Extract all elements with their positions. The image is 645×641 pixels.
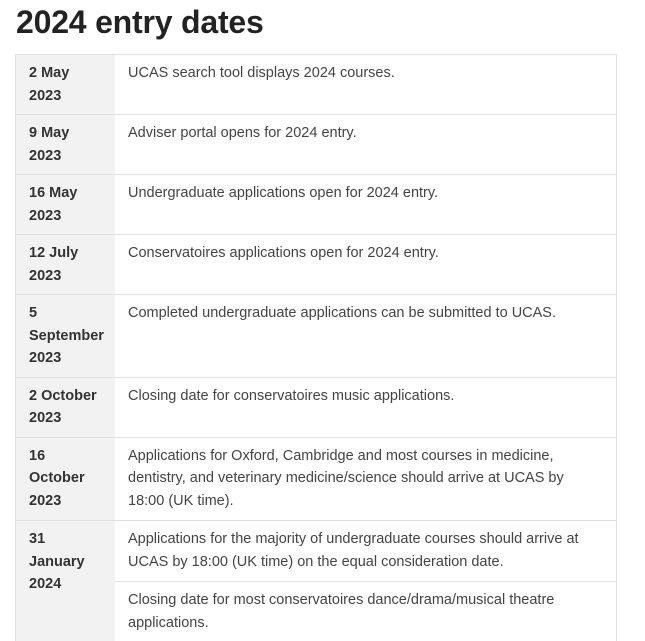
- table-row: [16, 378, 616, 438]
- date-line: 2023: [29, 207, 62, 224]
- date-line: 2023: [29, 87, 62, 104]
- description-cell: UCAS search tool displays 2024 courses.: [128, 65, 395, 81]
- date-line: 16 May: [29, 185, 78, 201]
- date-line: 2023: [29, 147, 62, 164]
- date-cell: [16, 438, 115, 521]
- description-cell: Adviser portal opens for 2024 entry.: [128, 125, 357, 141]
- entry-dates-table: [15, 54, 617, 641]
- description-cell: Applications for the majority of undergraduate courses should arrive at UCAS by 18:00 (UK time) on the equal consideration date.: [128, 531, 579, 570]
- date-line: 2023: [29, 410, 62, 426]
- date-line: 2023: [29, 350, 62, 366]
- date-cell: [16, 521, 115, 641]
- description-column: [115, 378, 616, 437]
- date-cell: [16, 295, 115, 377]
- date-line: 2 October: [29, 387, 97, 404]
- description-column: [115, 438, 616, 521]
- date-cell: [16, 235, 115, 294]
- description-column: [115, 235, 616, 294]
- table-row: [16, 521, 616, 641]
- date-line: October: [29, 470, 85, 486]
- table-row: [16, 235, 616, 295]
- date-line: 2 May: [29, 65, 70, 81]
- date-line: September: [29, 327, 104, 344]
- date-line: 9 May: [29, 125, 70, 141]
- description-cell: Applications for Oxford, Cambridge and most courses in medicine, dentistry, and veterinary medicine/science should arrive at UCAS by 18:00 (UK time).: [128, 447, 564, 509]
- description-cell: Closing date for most conservatoires dance/drama/musical theatre applications.: [115, 581, 616, 641]
- date-cell: [16, 115, 115, 174]
- description-column: [115, 521, 616, 641]
- date-line: 2024: [29, 576, 62, 592]
- date-line: 5: [29, 305, 38, 321]
- description-column: [115, 115, 616, 174]
- description-cell: Closing date for conservatoires music applications.: [128, 387, 455, 404]
- table-row: [16, 115, 616, 175]
- date-line: 2023: [29, 492, 62, 509]
- date-cell: [16, 55, 115, 114]
- page-title: 2024 entry dates: [16, 4, 264, 40]
- date-line: 12 July: [29, 245, 79, 261]
- date-line: 2023: [29, 267, 62, 284]
- table-row: [16, 55, 616, 115]
- table-row: [16, 295, 616, 378]
- date-line: 31: [29, 531, 46, 547]
- description-cell: Undergraduate applications open for 2024 entry.: [128, 185, 439, 201]
- description-cell: Conservatoires applications open for 2024 entry.: [128, 245, 439, 261]
- description-column: [115, 175, 616, 234]
- table-row: [16, 175, 616, 235]
- date-line: 16: [29, 447, 46, 464]
- table-row: [16, 438, 616, 522]
- date-cell: [16, 378, 115, 437]
- description-column: [115, 55, 616, 114]
- date-cell: [16, 175, 115, 234]
- description-column: [115, 295, 616, 377]
- description-cell: Completed undergraduate applications can be submitted to UCAS.: [128, 305, 557, 321]
- date-line: January: [29, 553, 85, 570]
